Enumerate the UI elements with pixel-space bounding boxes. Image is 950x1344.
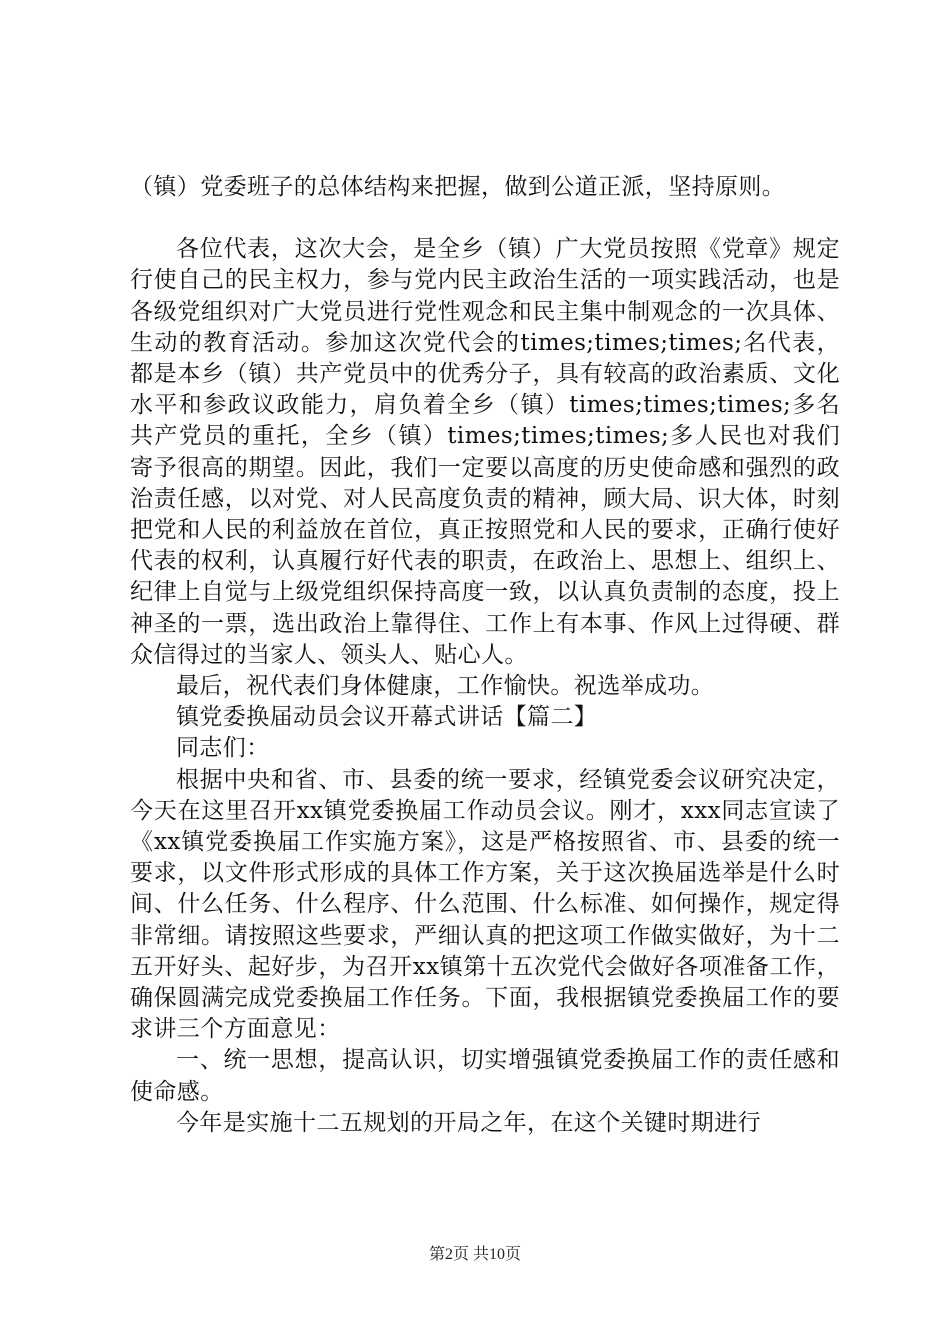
document-body (130, 172, 840, 1139)
salutation: 同志们： (176, 735, 270, 762)
page-footer: 第2页 共10页 (428, 1246, 521, 1263)
paragraph-introduction: 根据中央和省、市、县委的统一要求，经镇党委会议研究决定，今天在这里召开xx镇党委换届工作动员会议。刚才，xxx同志宣读了《xx镇党委换届工作实施方案》，这是严格按照省、市、县委的统一要求，以文件形式形成的具体工作方案，关于这次换届选举是什么时间、什么任务、什么程序、什么范围、什么标准、如何操作，规定得非常细。请按照这些要求，严细认真的把这项工作做实做好，为十二五开好头、起好步，为召开xx镇第十五次党代会做好各项准备工作，确保圆满完成党委换届工作任务。下面，我根据镇党委换届工作的要求讲三个方面意见： (130, 766, 840, 1043)
paragraph-point-one: 一、统一思想，提高认识，切实增强镇党委换届工作的责任感和使命感。 (130, 1047, 840, 1105)
paragraph-closing-wishes: 最后，祝代表们身体健康，工作愉快。祝选举成功。 (176, 673, 715, 700)
paragraph-delegates: 各位代表，这次大会，是全乡（镇）广大党员按照《党章》规定行使自己的民主权力，参与党内民主政治生活的一项实践活动，也是各级党组织对广大党员进行党性观念和民主集中制观念的一次具体、生动的教育活动。参加这次党代会的times;times;times;名代表，都是本乡（镇）共产党员中的优秀分子，具有较高的政治素质、文化水平和参政议政能力，肩负着全乡（镇）times;times;times;多名共产党员的重托，全乡（镇）times;times;times;多人民也对我们寄予很高的期望。因此，我们一定要以高度的历史使命感和强烈的政治责任感，以对党、对人民高度负责的精神，顾大局、识大体，时刻把党和人民的利益放在首位，真正按照党和人民的要求，正确行使好代表的权利，认真履行好代表的职责，在政治上、思想上、组织上、纪律上自觉与上级党组织保持高度一致，以认真负责制的态度，投上神圣的一票，选出政治上靠得住、工作上有本事、作风上过得硬、群众信得过的当家人、领头人、贴心人。 (130, 236, 840, 668)
paragraph-continuation: （镇）党委班子的总体结构来把握，做到公道正派，坚持原则。 (130, 174, 786, 200)
paragraph-this-year: 今年是实施十二五规划的开局之年，在这个关键时期进行 (176, 1109, 761, 1136)
section-heading: 镇党委换届动员会议开幕式讲话【篇二】 (176, 704, 598, 731)
